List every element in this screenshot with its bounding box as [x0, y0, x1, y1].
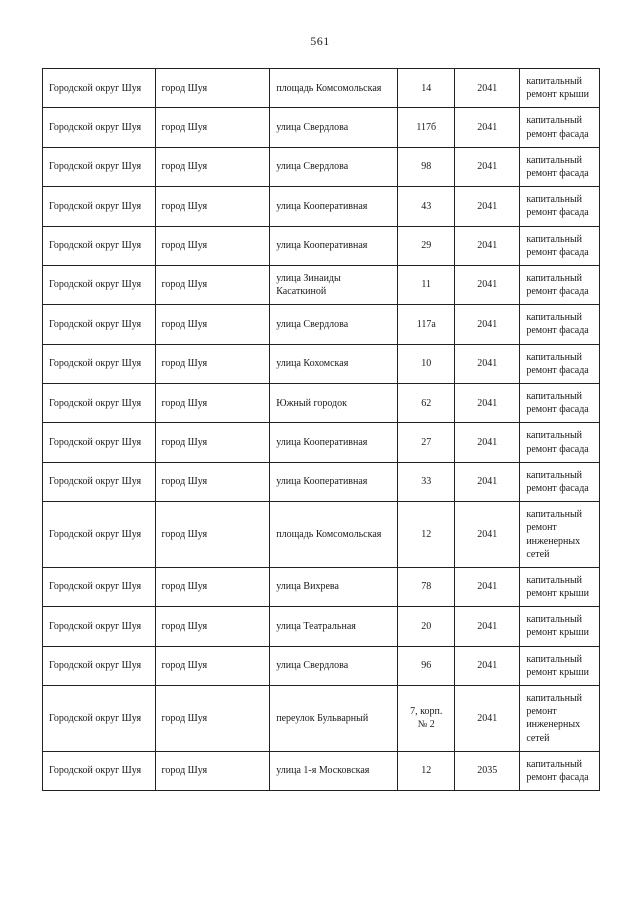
cell-city: город Шуя: [155, 226, 270, 265]
cell-work: капитальный ремонт фасада: [520, 423, 600, 462]
repair-schedule-table: [42, 68, 600, 791]
cell-city: город Шуя: [155, 147, 270, 186]
table-row: [43, 686, 600, 752]
cell-city: город Шуя: [155, 646, 270, 685]
cell-work: капитальный ремонт фасада: [520, 344, 600, 383]
cell-street: площадь Комсомольская: [270, 69, 398, 108]
table-row: [43, 502, 600, 568]
cell-year: 2041: [455, 147, 520, 186]
table-row: [43, 462, 600, 501]
cell-street: улица Театральная: [270, 607, 398, 646]
cell-street: улица Свердлова: [270, 147, 398, 186]
cell-street: Южный городок: [270, 384, 398, 423]
cell-street: переулок Бульварный: [270, 686, 398, 752]
cell-year: 2041: [455, 607, 520, 646]
cell-city: город Шуя: [155, 265, 270, 304]
cell-work: капитальный ремонт фасада: [520, 226, 600, 265]
cell-city: город Шуя: [155, 384, 270, 423]
cell-district: Городской округ Шуя: [43, 187, 156, 226]
cell-district: Городской округ Шуя: [43, 384, 156, 423]
cell-street: улица Свердлова: [270, 108, 398, 147]
cell-city: город Шуя: [155, 69, 270, 108]
cell-work: капитальный ремонт крыши: [520, 646, 600, 685]
cell-year: 2041: [455, 646, 520, 685]
cell-house: 20: [398, 607, 455, 646]
cell-district: Городской округ Шуя: [43, 567, 156, 606]
cell-year: 2041: [455, 265, 520, 304]
cell-street: улица Кооперативная: [270, 423, 398, 462]
table-row: [43, 384, 600, 423]
cell-year: 2041: [455, 69, 520, 108]
cell-work: капитальный ремонт инженерных сетей: [520, 502, 600, 568]
cell-year: 2041: [455, 305, 520, 344]
cell-house: 12: [398, 751, 455, 790]
cell-house: 62: [398, 384, 455, 423]
cell-house: 96: [398, 646, 455, 685]
cell-city: город Шуя: [155, 187, 270, 226]
cell-house: 7, корп. № 2: [398, 686, 455, 752]
cell-street: улица 1-я Московская: [270, 751, 398, 790]
cell-district: Городской округ Шуя: [43, 265, 156, 304]
cell-house: 27: [398, 423, 455, 462]
cell-district: Городской округ Шуя: [43, 423, 156, 462]
cell-district: Городской округ Шуя: [43, 607, 156, 646]
cell-year: 2041: [455, 686, 520, 752]
cell-work: капитальный ремонт крыши: [520, 69, 600, 108]
cell-work: капитальный ремонт фасада: [520, 384, 600, 423]
cell-year: 2035: [455, 751, 520, 790]
cell-house: 14: [398, 69, 455, 108]
cell-work: капитальный ремонт фасада: [520, 462, 600, 501]
table-row: [43, 607, 600, 646]
cell-city: город Шуя: [155, 462, 270, 501]
table-row: [43, 265, 600, 304]
cell-work: капитальный ремонт фасада: [520, 147, 600, 186]
table-row: [43, 108, 600, 147]
cell-city: город Шуя: [155, 686, 270, 752]
cell-house: 78: [398, 567, 455, 606]
cell-house: 43: [398, 187, 455, 226]
table-row: [43, 69, 600, 108]
table-container: [42, 68, 600, 791]
cell-district: Городской округ Шуя: [43, 147, 156, 186]
table-row: [43, 305, 600, 344]
cell-district: Городской округ Шуя: [43, 344, 156, 383]
cell-street: улица Свердлова: [270, 646, 398, 685]
page-number: 561: [310, 34, 330, 48]
cell-district: Городской округ Шуя: [43, 686, 156, 752]
cell-street: улица Кооперативная: [270, 462, 398, 501]
cell-house: 10: [398, 344, 455, 383]
cell-work: капитальный ремонт фасада: [520, 751, 600, 790]
table-row: [43, 423, 600, 462]
cell-street: улица Кооперативная: [270, 226, 398, 265]
cell-house: 98: [398, 147, 455, 186]
cell-year: 2041: [455, 384, 520, 423]
cell-street: площадь Комсомольская: [270, 502, 398, 568]
cell-year: 2041: [455, 502, 520, 568]
cell-city: город Шуя: [155, 344, 270, 383]
cell-house: 33: [398, 462, 455, 501]
cell-city: город Шуя: [155, 108, 270, 147]
cell-city: город Шуя: [155, 502, 270, 568]
cell-house: 117а: [398, 305, 455, 344]
table-row: [43, 226, 600, 265]
table-body: [43, 69, 600, 791]
cell-year: 2041: [455, 462, 520, 501]
cell-city: город Шуя: [155, 607, 270, 646]
cell-house: 12: [398, 502, 455, 568]
cell-work: капитальный ремонт фасада: [520, 108, 600, 147]
cell-year: 2041: [455, 423, 520, 462]
cell-work: капитальный ремонт крыши: [520, 567, 600, 606]
cell-work: капитальный ремонт фасада: [520, 265, 600, 304]
cell-work: капитальный ремонт крыши: [520, 607, 600, 646]
cell-house: 11: [398, 265, 455, 304]
cell-city: город Шуя: [155, 567, 270, 606]
table-row: [43, 567, 600, 606]
cell-district: Городской округ Шуя: [43, 108, 156, 147]
cell-street: улица Зинаиды Касаткиной: [270, 265, 398, 304]
table-row: [43, 751, 600, 790]
cell-street: улица Кооперативная: [270, 187, 398, 226]
cell-year: 2041: [455, 344, 520, 383]
cell-district: Городской округ Шуя: [43, 646, 156, 685]
cell-district: Городской округ Шуя: [43, 305, 156, 344]
table-row: [43, 187, 600, 226]
cell-house: 29: [398, 226, 455, 265]
cell-year: 2041: [455, 226, 520, 265]
cell-district: Городской округ Шуя: [43, 502, 156, 568]
cell-street: улица Кохомская: [270, 344, 398, 383]
cell-work: капитальный ремонт инженерных сетей: [520, 686, 600, 752]
cell-work: капитальный ремонт фасада: [520, 305, 600, 344]
table-row: [43, 646, 600, 685]
cell-year: 2041: [455, 567, 520, 606]
cell-district: Городской округ Шуя: [43, 226, 156, 265]
cell-district: Городской округ Шуя: [43, 69, 156, 108]
cell-city: город Шуя: [155, 423, 270, 462]
cell-year: 2041: [455, 108, 520, 147]
table-row: [43, 344, 600, 383]
cell-city: город Шуя: [155, 751, 270, 790]
cell-street: улица Вихрева: [270, 567, 398, 606]
table-row: [43, 147, 600, 186]
cell-district: Городской округ Шуя: [43, 751, 156, 790]
cell-street: улица Свердлова: [270, 305, 398, 344]
cell-city: город Шуя: [155, 305, 270, 344]
cell-house: 117б: [398, 108, 455, 147]
cell-work: капитальный ремонт фасада: [520, 187, 600, 226]
cell-year: 2041: [455, 187, 520, 226]
cell-district: Городской округ Шуя: [43, 462, 156, 501]
